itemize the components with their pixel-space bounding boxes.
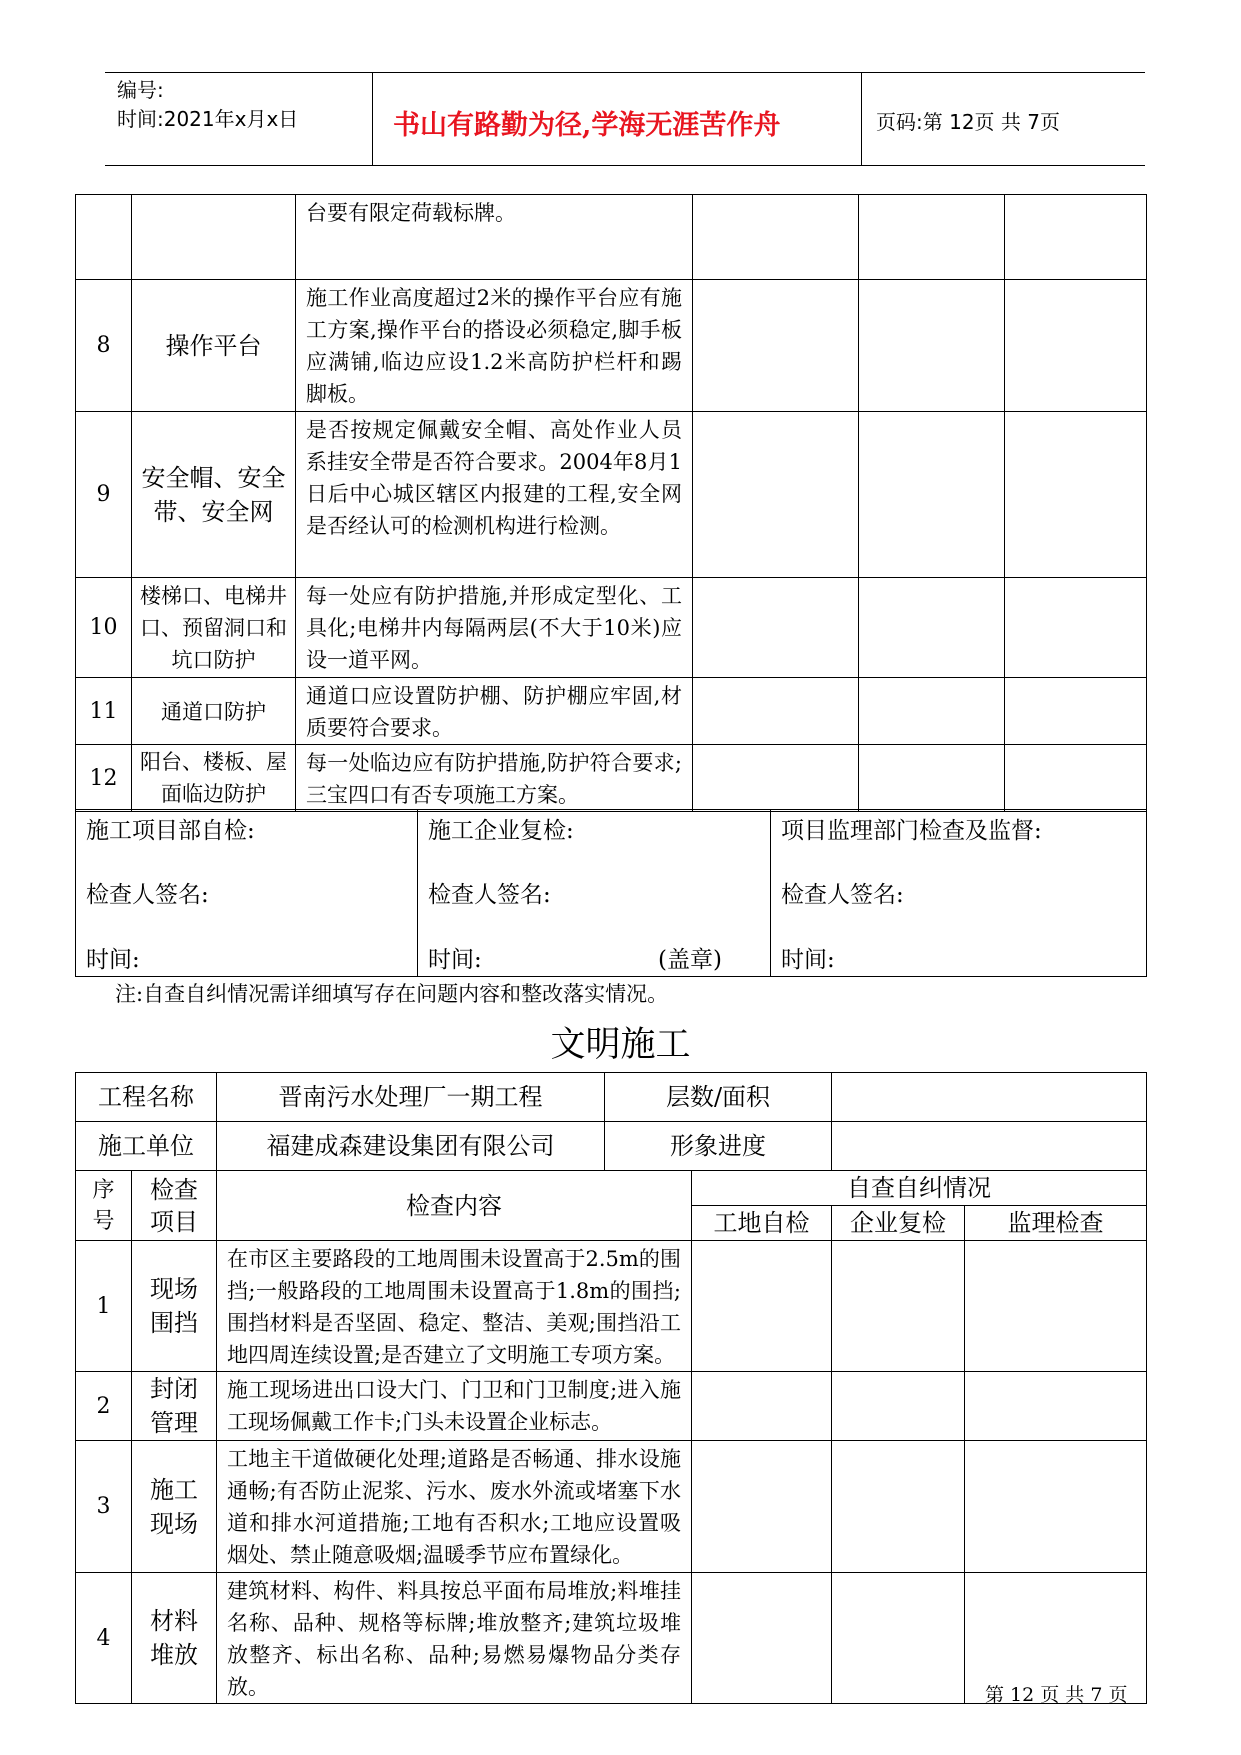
empty-cell [693, 280, 859, 412]
col-header-self-check: 自查自纠情况 [692, 1171, 1147, 1206]
row-content: 在市区主要路段的工地周围未设置高于2.5m的围挡;一般路段的工地周围未设置高于1.8m的围挡;围挡材料是否坚固、稳定、整洁、美观;围挡沿工地四周连续设置;是否建立了文明施工专项方案。 [217, 1241, 692, 1372]
empty-cell [859, 280, 1005, 412]
project-name-label: 工程名称 [76, 1073, 217, 1122]
row-item: 楼梯口、电梯井口、预留洞口和坑口防护 [132, 578, 296, 678]
sign-cell-supervisor [771, 810, 1147, 977]
header-top-rule [105, 72, 1145, 73]
row-content: 施工现场进出口设大门、门卫和门卫制度;进入施工现场佩戴工作卡;门头未设置企业标志。 [217, 1372, 692, 1441]
empty-cell [693, 678, 859, 745]
progress-value [832, 1122, 1147, 1171]
row-content: 每一处应有防护措施,并形成定型化、工具化;电梯井内每隔两层(不大于10米)应设一道平网。 [296, 578, 693, 678]
row-number: 1 [76, 1241, 132, 1372]
table-row [76, 578, 1147, 678]
empty-cell [832, 1372, 965, 1441]
row-item [132, 195, 296, 280]
empty-cell [1005, 280, 1147, 412]
empty-cell [859, 195, 1005, 280]
empty-cell [692, 1241, 832, 1372]
empty-cell [692, 1441, 832, 1573]
row-number: 9 [76, 412, 132, 578]
row-content: 是否按规定佩戴安全帽、高处作业人员系挂安全带是否符合要求。2004年8月1日后中心城区辖区内报建的工程,安全网是否经认可的检测机构进行检测。 [296, 412, 693, 578]
page-code: 页码:第 12页 共 7页 [876, 110, 1060, 134]
empty-cell [965, 1241, 1147, 1372]
col-header-item: 检查项目 [132, 1171, 217, 1241]
empty-cell [832, 1573, 965, 1704]
col-header-content: 检查内容 [217, 1171, 692, 1241]
row-number: 8 [76, 280, 132, 412]
table-row [76, 678, 1147, 745]
seal-label: (盖章) [658, 947, 722, 973]
time-field-label: 时间: [781, 947, 835, 973]
table-row [76, 412, 1147, 578]
row-number: 10 [76, 578, 132, 678]
row-content: 建筑材料、构件、料具按总平面布局堆放;料堆挂名称、品种、规格等标牌;堆放整齐;建筑垃圾堆放整齐、标出名称、品种;易燃易爆物品分类存放。 [217, 1573, 692, 1704]
empty-cell [692, 1372, 832, 1441]
row-number: 12 [76, 745, 132, 812]
row-item: 封闭管理 [132, 1372, 217, 1441]
empty-cell [859, 412, 1005, 578]
empty-cell [693, 745, 859, 812]
row-content: 通道口应设置防护棚、防护棚应牢固,材质要符合要求。 [296, 678, 693, 745]
header-divider-left [372, 72, 373, 165]
civilized-construction-table [75, 1072, 1147, 1704]
project-name-value: 晋南污水处理厂一期工程 [217, 1073, 605, 1122]
row-number: 2 [76, 1372, 132, 1441]
col-header-supervision-check: 监理检查 [965, 1206, 1147, 1241]
table-row [76, 1241, 1147, 1372]
row-number: 11 [76, 678, 132, 745]
empty-cell [1005, 195, 1147, 280]
table-row [76, 1372, 1147, 1441]
signer-label: 检查人签名: [428, 882, 551, 908]
empty-cell [859, 678, 1005, 745]
empty-cell [692, 1573, 832, 1704]
row-content: 工地主干道做硬化处理;道路是否畅通、排水设施通畅;有否防止泥浆、污水、废水外流或堵塞下水道和排水河道措施;工地有否积水;工地应设置吸烟处、禁止随意吸烟;温暖季节应布置绿化。 [217, 1441, 692, 1573]
motto: 书山有路勤为径,学海无涯苦作舟 [393, 110, 781, 141]
floors-area-label: 层数/面积 [605, 1073, 832, 1122]
row-item: 现场围挡 [132, 1241, 217, 1372]
empty-cell [965, 1441, 1147, 1573]
safety-check-table [75, 194, 1147, 812]
construction-unit-label: 施工单位 [76, 1122, 217, 1171]
header-divider-right [861, 72, 862, 165]
construction-unit-value: 福建成森建设集团有限公司 [217, 1122, 605, 1171]
row-number: 4 [76, 1573, 132, 1704]
row-item: 阳台、楼板、屋面临边防护 [132, 745, 296, 812]
section-title: 文明施工 [550, 1025, 691, 1065]
empty-cell [965, 1372, 1147, 1441]
empty-cell [859, 745, 1005, 812]
row-content: 施工作业高度超过2米的操作平台应有施工方案,操作平台的搭设必须稳定,脚手板应满铺,临边应设1.2米高防护栏杆和踢脚板。 [296, 280, 693, 412]
time-label: 时间:2021年x月x日 [117, 107, 299, 131]
note: 注:自查自纠情况需详细填写存在问题内容和整改落实情况。 [115, 982, 669, 1006]
table-row [76, 280, 1147, 412]
row-content: 每一处临边应有防护措施,防护符合要求;三宝四口有否专项施工方案。 [296, 745, 693, 812]
empty-cell [693, 195, 859, 280]
row-item: 施工现场 [132, 1441, 217, 1573]
floors-area-value [832, 1073, 1147, 1122]
header-bottom-rule [105, 165, 1145, 166]
signer-label: 检查人签名: [86, 882, 209, 908]
sign-title: 施工企业复检: [428, 818, 574, 844]
signature-table [75, 809, 1147, 977]
row-item: 通道口防护 [132, 678, 296, 745]
empty-cell [693, 578, 859, 678]
page-footer: 第 12 页 共 7 页 [985, 1684, 1128, 1706]
time-field-label: 时间: [86, 947, 140, 973]
time-field-label: 时间: [428, 947, 482, 973]
empty-cell [1005, 578, 1147, 678]
col-header-site-check: 工地自检 [692, 1206, 832, 1241]
serial-label: 编号: [117, 78, 164, 102]
sign-title: 项目监理部门检查及监督: [781, 818, 1042, 844]
row-item: 安全帽、安全带、安全网 [132, 412, 296, 578]
signer-label: 检查人签名: [781, 882, 904, 908]
sign-cell-project [76, 810, 418, 977]
sign-cell-company [418, 810, 771, 977]
progress-label: 形象进度 [605, 1122, 832, 1171]
row-content: 台要有限定荷载标牌。 [296, 195, 693, 280]
empty-cell [1005, 745, 1147, 812]
row-item: 操作平台 [132, 280, 296, 412]
empty-cell [832, 1441, 965, 1573]
sign-title: 施工项目部自检: [86, 818, 255, 844]
empty-cell [693, 412, 859, 578]
row-item: 材料堆放 [132, 1573, 217, 1704]
col-header-company-check: 企业复检 [832, 1206, 965, 1241]
row-number: 3 [76, 1441, 132, 1573]
empty-cell [832, 1241, 965, 1372]
col-header-seq: 序号 [76, 1171, 132, 1241]
empty-cell [859, 578, 1005, 678]
empty-cell [1005, 412, 1147, 578]
empty-cell [1005, 678, 1147, 745]
row-number [76, 195, 132, 280]
table-row [76, 745, 1147, 812]
table-row [76, 195, 1147, 280]
table-row [76, 1441, 1147, 1573]
